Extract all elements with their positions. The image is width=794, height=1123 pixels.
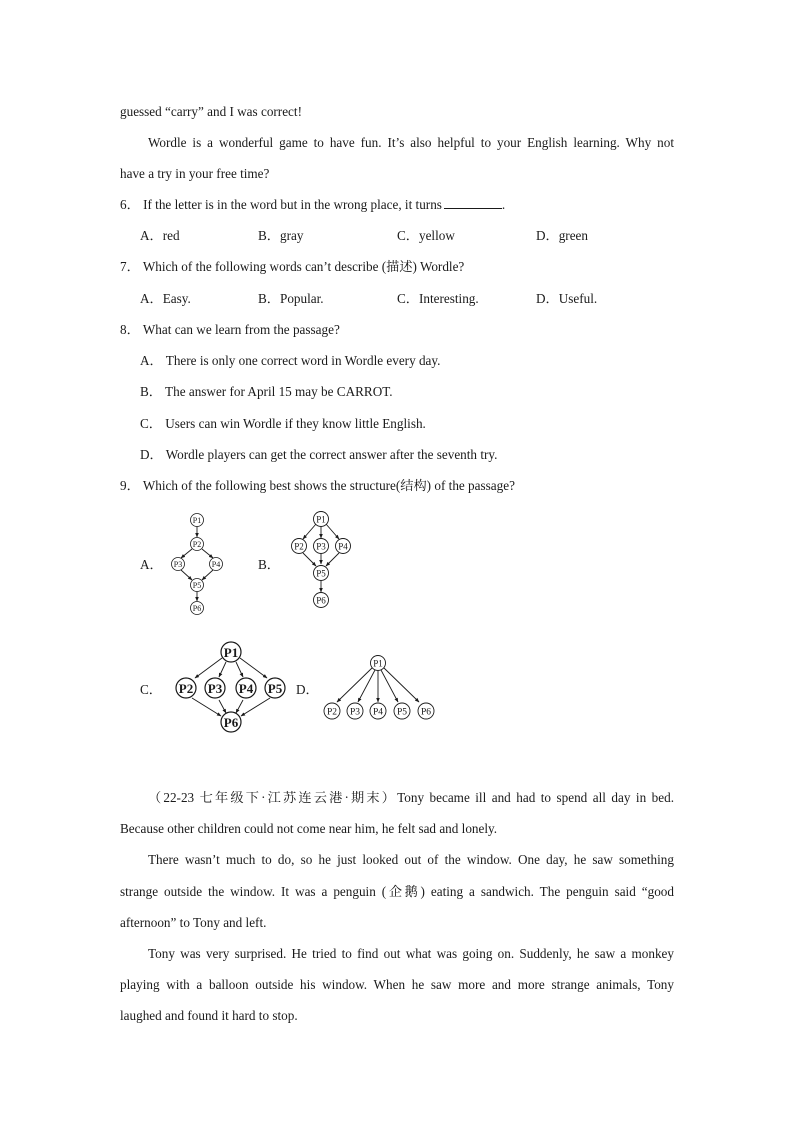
svg-text:P2: P2 — [326, 707, 338, 718]
diagram-a-node-p5 — [191, 579, 204, 592]
diagram-a-node-p4 — [210, 558, 223, 571]
diagram-a — [172, 514, 223, 615]
svg-text:P5: P5 — [316, 568, 326, 579]
question-8-option-a: A． There is only one correct word in Wordle every day. — [140, 353, 441, 368]
svg-text:P4: P4 — [338, 541, 348, 552]
question-8-option-b: B． The answer for April 15 may be CARROT. — [140, 384, 393, 399]
question-6-option-c: C．yellow — [397, 228, 455, 243]
question-9-option-b-label: B． — [258, 557, 280, 572]
question-8-option-c: C． Users can win Wordle if they know little English. — [140, 416, 426, 431]
diagram-d — [324, 656, 434, 720]
question-7-option-c: C．Interesting. — [397, 291, 479, 306]
passage-line: There wasn’t much to do, so he just looked out of the window. One day, he saw something — [148, 852, 674, 867]
svg-text:P6: P6 — [420, 707, 432, 718]
diagram-c-node-p4 — [236, 678, 256, 698]
svg-text:P5: P5 — [267, 681, 283, 696]
svg-text:P2: P2 — [294, 541, 304, 552]
diagram-c-node-p6 — [221, 712, 241, 732]
diagram-c-node-p5 — [265, 678, 285, 698]
svg-text:P6: P6 — [192, 604, 202, 613]
diagram-d-node-p2 — [324, 703, 340, 719]
diagram-c-node-p3 — [205, 678, 225, 698]
passage-line: afternoon” to Tony and left. — [120, 915, 267, 930]
svg-text:P5: P5 — [396, 707, 408, 718]
svg-text:P3: P3 — [316, 541, 326, 552]
passage-line: have a try in your free time? — [120, 166, 270, 181]
diagram-d-node-p6 — [418, 703, 434, 719]
question-6-text: 6． If the letter is in the word but in the wrong place, it turns — [120, 197, 442, 212]
svg-text:P3: P3 — [349, 707, 361, 718]
svg-text:P2: P2 — [178, 681, 194, 696]
svg-text:P5: P5 — [192, 581, 202, 590]
passage-line: strange outside the window. It was a penguin (企鹅) eating a sandwich. The penguin said “good — [120, 884, 674, 899]
diagram-b-node-p5 — [314, 566, 329, 581]
question-7-option-d: D．Useful. — [536, 291, 598, 306]
question-6-option-a: A．red — [140, 228, 180, 243]
diagram-a-node-p2 — [191, 538, 204, 551]
svg-text:P1: P1 — [373, 658, 383, 669]
question-8-option-d: D． Wordle players can get the correct answer after the seventh try. — [140, 447, 498, 462]
diagram-d-node-p5 — [394, 703, 410, 719]
diagram-d-node-p1 — [371, 656, 386, 671]
diagram-c-node-p2 — [176, 678, 196, 698]
diagram-a-node-p3 — [172, 558, 185, 571]
question-7-option-a: A．Easy. — [140, 291, 191, 306]
svg-text:P1: P1 — [223, 645, 239, 660]
diagram-b-node-p2 — [292, 539, 307, 554]
question-7-option-b: B．Popular. — [258, 291, 324, 306]
svg-text:P6: P6 — [223, 715, 239, 730]
question-9-option-c-label: C． — [140, 682, 162, 697]
svg-text:P4: P4 — [211, 560, 221, 569]
passage-line: （22-23 七年级下·江苏连云港·期末）Tony became ill and had to spend all day in bed. — [148, 790, 674, 805]
svg-text:P1: P1 — [316, 514, 326, 525]
passage-line: guessed “carry” and I was correct! — [120, 104, 302, 119]
diagram-b-node-p6 — [314, 593, 329, 608]
diagram-b-node-p4 — [336, 539, 351, 554]
diagram-b-node-p3 — [314, 539, 329, 554]
diagram-a-node-p6 — [191, 602, 204, 615]
svg-text:P3: P3 — [207, 681, 223, 696]
diagram-d-node-p3 — [347, 703, 363, 719]
diagram-d-node-p4 — [370, 703, 386, 719]
svg-text:P1: P1 — [192, 516, 202, 525]
passage-line: laughed and found it hard to stop. — [120, 1008, 298, 1023]
question-7-stem: 7． Which of the following words can’t describe (描述) Wordle? — [120, 259, 465, 274]
passage-line: Tony was very surprised. He tried to find out what was going on. Suddenly, he saw a monkey — [148, 946, 674, 961]
passage-line: playing with a balloon outside his window. When he saw more and more strange animals, Tony — [120, 977, 674, 992]
question-6-option-d: D．green — [536, 228, 588, 243]
diagram-a-node-p1 — [191, 514, 204, 527]
svg-text:P4: P4 — [372, 707, 384, 718]
diagram-b-node-p1 — [314, 512, 329, 527]
question-8-stem: 8． What can we learn from the passage? — [120, 322, 340, 337]
passage-line: Because other children could not come near him, he felt sad and lonely. — [120, 821, 498, 836]
passage-line: Wordle is a wonderful game to have fun. It’s also helpful to your English learning. Why not — [148, 135, 674, 150]
question-6-option-b: B．gray — [258, 228, 304, 243]
svg-text:P6: P6 — [316, 595, 326, 606]
question-9-option-a-label: A． — [140, 557, 163, 572]
question-6-end: . — [501, 197, 506, 212]
svg-text:P2: P2 — [192, 540, 202, 549]
svg-text:P4: P4 — [238, 681, 254, 696]
question-9-option-d-label: D． — [296, 682, 319, 697]
svg-text:P3: P3 — [173, 560, 183, 569]
diagram-c — [176, 642, 285, 732]
diagram-b — [292, 512, 351, 608]
diagram-c-node-p1 — [221, 642, 241, 662]
question-9-stem: 9． Which of the following best shows the structure(结构) of the passage? — [120, 478, 515, 493]
